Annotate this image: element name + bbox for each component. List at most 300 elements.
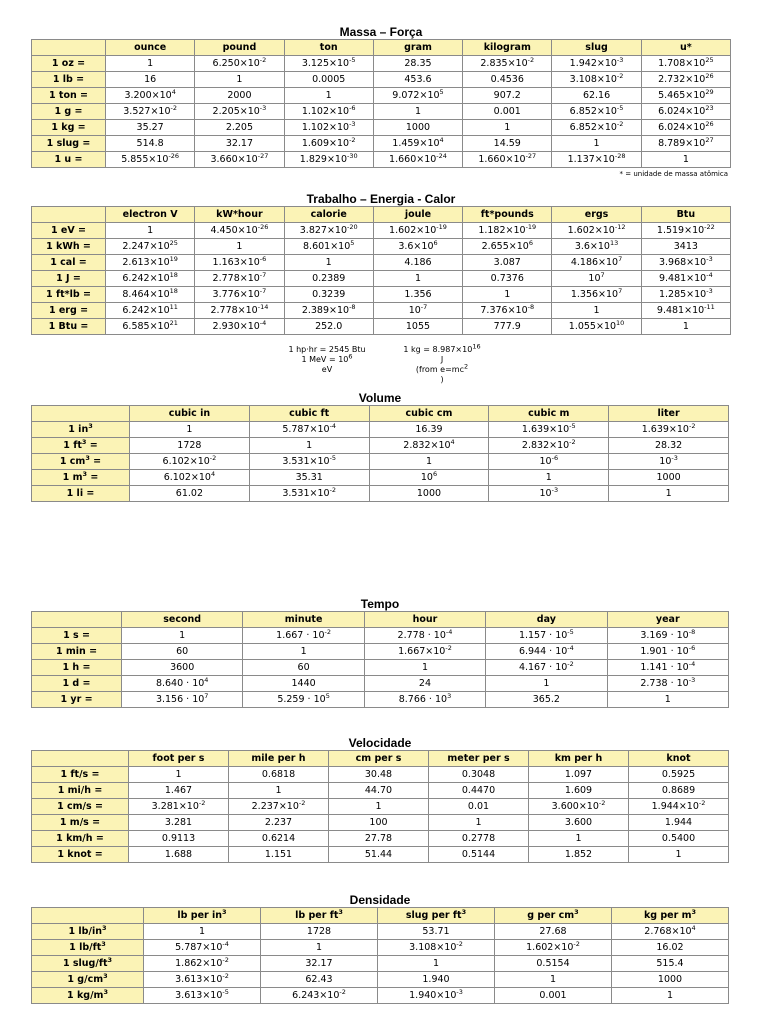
table-cell: $9.481\times 10^{-11}$	[641, 303, 730, 319]
table-cell: 1	[261, 940, 378, 956]
table-cell: $3.531\times 10^{-2}$	[249, 486, 369, 502]
table-row	[32, 676, 729, 692]
exponent: -3	[706, 254, 713, 263]
table-cell: $5.855\times 10^{-26}$	[106, 152, 195, 168]
table-cell: 0.7376	[463, 271, 552, 287]
table-cell: 32.17	[261, 956, 378, 972]
table-cell: 51.44	[329, 847, 429, 863]
table-cell: $1.708\times 10^{25}$	[641, 56, 730, 72]
table-cell: 16.39	[369, 422, 489, 438]
column-header: pound	[195, 40, 284, 56]
table-header-row	[32, 751, 729, 767]
column-header: kW*hour	[195, 207, 284, 223]
exponent: 3	[447, 691, 452, 700]
exponent: -5	[329, 453, 337, 462]
row-label: 1 knot =	[32, 847, 129, 863]
table-cell: $10^{-3}$	[489, 486, 609, 502]
table-cell: 53.71	[378, 924, 495, 940]
exponent: -2	[616, 119, 624, 128]
table-cell: 0.5154	[495, 956, 612, 972]
row-label: 1 slug/$ft^3$	[32, 956, 144, 972]
exponent: 25	[705, 55, 714, 64]
table-cell: 3600	[122, 660, 243, 676]
exponent: -12	[614, 222, 626, 231]
table-cell: 0.0005	[284, 72, 373, 88]
exponent: -4	[222, 939, 229, 948]
exponent: -8	[688, 627, 696, 636]
row-label: 1 lb =	[32, 72, 106, 88]
table-cell: 1.151	[229, 847, 329, 863]
table-cell: $6.102\times 10^{-2}$	[130, 454, 250, 470]
exponent: 6	[528, 238, 533, 247]
table-row	[32, 847, 729, 863]
exponent: -2	[527, 55, 535, 64]
table-row	[32, 956, 729, 972]
column-header: lb per $in^3$	[144, 908, 261, 924]
table-row	[32, 239, 731, 255]
table-cell: $1.102\times 10^{-6}$	[284, 104, 373, 120]
exponent: -24	[436, 151, 447, 160]
column-header: second	[122, 612, 243, 628]
exponent: -3	[671, 453, 678, 462]
section-tempo	[31, 597, 729, 708]
table-row	[32, 783, 729, 799]
table-cell: 1000	[609, 470, 729, 486]
table-cell: 1	[284, 88, 373, 104]
table-cell: $3.613\times 10^{-5}$	[144, 988, 261, 1004]
exponent: 6	[432, 469, 438, 478]
exponent: -2	[329, 485, 337, 494]
table-cell: 1	[495, 972, 612, 988]
table-cell: 1000	[369, 486, 489, 502]
exponent: -19	[525, 222, 537, 231]
table-cell: $1.667\times 10^{-2}$	[364, 644, 485, 660]
table-cell: 0.5400	[629, 831, 729, 847]
row-label: 1 slug =	[32, 136, 106, 152]
row-label: 1 kg =	[32, 120, 106, 136]
table-cell: $6.852\times 10^{-2}$	[552, 120, 641, 136]
table-cell: $3.281\times 10^{-2}$	[129, 799, 229, 815]
table-cell: $2.768\times 10^4$	[612, 924, 729, 940]
table-cell: 0.5144	[429, 847, 529, 863]
table-cell: $3.6\times 10^6$	[373, 239, 462, 255]
column-header: km per h	[529, 751, 629, 767]
exponent: 7	[204, 691, 209, 700]
exponent: 3	[81, 437, 87, 446]
exponent: -2	[222, 955, 229, 964]
table-cell: 27.68	[495, 924, 612, 940]
row-label: 1 d =	[32, 676, 122, 692]
table-cell: 24	[364, 676, 485, 692]
table-cell: 453.6	[373, 72, 462, 88]
table-cell: 0.8689	[629, 783, 729, 799]
table-cell: $3.968\times 10^{-3}$	[641, 255, 730, 271]
table-cell: $9.481\times 10^{-4}$	[641, 271, 730, 287]
exponent: 18	[169, 270, 178, 279]
column-header: ft*pounds	[463, 207, 552, 223]
exponent: 26	[705, 71, 714, 80]
table-row	[32, 72, 731, 88]
exponent: 4	[210, 469, 216, 478]
table-row	[32, 88, 731, 104]
table-cell: 3.087	[463, 255, 552, 271]
row-label: 1 ft*lb =	[32, 287, 106, 303]
exponent: 4	[171, 87, 176, 96]
column-header: u*	[641, 40, 730, 56]
table-cell: $6.243\times 10^{-2}$	[261, 988, 378, 1004]
table-cell: $2.778\times 10^{-14}$	[195, 303, 284, 319]
table-cell: 4.186	[373, 255, 462, 271]
table-row	[32, 924, 729, 940]
exponent: -7	[259, 286, 267, 295]
row-label: 1 $in^3$	[32, 422, 130, 438]
table-cell: 0.4536	[463, 72, 552, 88]
table-cell: $8.601\times 10^5$	[284, 239, 373, 255]
table-cell: $3.108\times 10^{-2}$	[552, 72, 641, 88]
row-label: 1 kWh =	[32, 239, 106, 255]
table-header-row	[32, 207, 731, 223]
column-header: Btu	[641, 207, 730, 223]
exponent: -2	[170, 103, 177, 112]
table-cell: $3.156 \cdot 10^7$	[122, 692, 243, 708]
section-title: Velocidade	[348, 736, 412, 750]
table-row	[32, 56, 731, 72]
table-cell: 1	[552, 303, 641, 319]
exponent: -3	[259, 103, 267, 112]
table-cell: 0.6214	[229, 831, 329, 847]
exponent: -22	[704, 222, 715, 231]
exponent: -6	[551, 453, 559, 462]
table-cell: 1.852	[529, 847, 629, 863]
table-cell: 0.001	[495, 988, 612, 1004]
table-row	[32, 255, 731, 271]
table-cell: 1	[607, 692, 728, 708]
exponent: 3	[85, 453, 90, 462]
table-cell: 60	[243, 660, 364, 676]
table-cell: $10^6$	[369, 470, 489, 486]
row-label: 1 s =	[32, 628, 122, 644]
exponent: -28	[614, 151, 626, 160]
column-header: minute	[243, 612, 364, 628]
table-cell: $3.527\times 10^{-2}$	[106, 104, 195, 120]
table-cell: 1	[489, 470, 609, 486]
exponent: -2	[616, 71, 624, 80]
table-row	[32, 104, 731, 120]
table-cell: 16	[106, 72, 195, 88]
table-cell: $2.778 \cdot 10^{-4}$	[364, 628, 485, 644]
table-cell: 1.609	[529, 783, 629, 799]
exponent: 4	[691, 923, 696, 932]
exponent: -2	[349, 135, 356, 144]
exponent: -5	[222, 987, 229, 996]
exponent: 3	[82, 469, 88, 478]
exponent: -4	[445, 627, 453, 636]
exponent: -2	[259, 55, 267, 64]
table-cell: $3.660\times 10^{-27}$	[195, 152, 284, 168]
column-header: hour	[364, 612, 485, 628]
column-header: calorie	[284, 207, 373, 223]
table-cell: $6.585\times 10^{21}$	[106, 319, 195, 335]
exponent: 4	[204, 675, 209, 684]
table-cell: 0.3048	[429, 767, 529, 783]
table-header-row	[32, 908, 729, 924]
table-cell: $4.167 \cdot 10^{-2}$	[486, 660, 607, 676]
table-cell: 1	[122, 628, 243, 644]
conversion-table	[31, 39, 731, 168]
table-cell: $5.787\times 10^{-4}$	[144, 940, 261, 956]
exponent: -3	[551, 485, 559, 494]
table-cell: $3.108\times 10^{-2}$	[378, 940, 495, 956]
table-cell: $6.024\times 10^{26}$	[641, 120, 730, 136]
section-title: Massa – Força	[339, 25, 423, 39]
table-header-row	[32, 406, 729, 422]
note-line: 1 MeV = $10^6$ eV	[301, 352, 353, 374]
table-row	[32, 799, 729, 815]
note-line: (from $e=mc^2$ )	[415, 362, 469, 384]
table-cell: $6.852\times 10^{-5}$	[552, 104, 641, 120]
table-row	[32, 470, 729, 486]
row-label: 1 min =	[32, 644, 122, 660]
exponent: -3	[349, 119, 356, 128]
exponent: -2	[339, 987, 346, 996]
table-cell: $6.944 \cdot 10^{-4}$	[486, 644, 607, 660]
table-cell: 1440	[243, 676, 364, 692]
table-cell: $8.789\times 10^{27}$	[641, 136, 730, 152]
exponent: 3	[338, 907, 343, 916]
table-cell: $2.655\times 10^6$	[463, 239, 552, 255]
table-cell: 1055	[373, 319, 462, 335]
table-cell: 1	[284, 255, 373, 271]
row-label: 1 $lb/in^3$	[32, 924, 144, 940]
table-corner	[32, 612, 122, 628]
exponent: 11	[169, 302, 178, 311]
table-cell: 35.31	[249, 470, 369, 486]
section-title: Trabalho – Energia - Calor	[306, 192, 456, 206]
table-row	[32, 644, 729, 660]
table-cell: 1	[369, 454, 489, 470]
exponent: 3	[101, 939, 106, 948]
exponent: -2	[298, 798, 306, 807]
table-cell: 514.8	[106, 136, 195, 152]
table-cell: 1	[552, 136, 641, 152]
table-row	[32, 628, 729, 644]
column-header: meter per s	[429, 751, 529, 767]
table-row	[32, 940, 729, 956]
row-label: 1 $m^3$ =	[32, 470, 130, 486]
row-label: 1 km/h =	[32, 831, 129, 847]
table-cell: $2.738 \cdot 10^{-3}$	[607, 676, 728, 692]
table-cell: $1.285\times 10^{-3}$	[641, 287, 730, 303]
exponent: -3	[616, 55, 624, 64]
table-cell: 1	[629, 847, 729, 863]
table-cell: 1	[329, 799, 429, 815]
table-cell: 2000	[195, 88, 284, 104]
exponent: -19	[436, 222, 447, 231]
exponent: 3	[107, 955, 113, 964]
row-label: 1 J =	[32, 271, 106, 287]
table-cell: 252.0	[284, 319, 373, 335]
table-cell: $3.776\times 10^{-7}$	[195, 287, 284, 303]
table-cell: 1	[195, 239, 284, 255]
table-cell: $9.072\times 10^5$	[373, 88, 462, 104]
exponent: -5	[616, 103, 624, 112]
table-cell: 777.9	[463, 319, 552, 335]
table-row	[32, 815, 729, 831]
table-cell: 1	[195, 72, 284, 88]
table-cell: 100	[329, 815, 429, 831]
table-cell: 2.205	[195, 120, 284, 136]
table-cell: $4.450\times 10^{-26}$	[195, 223, 284, 239]
table-cell: 28.32	[609, 438, 729, 454]
row-label: 1 u =	[32, 152, 106, 168]
table-cell: 30.48	[329, 767, 429, 783]
row-label: 1 Btu =	[32, 319, 106, 335]
column-header: day	[486, 612, 607, 628]
exponent: -4	[259, 318, 267, 327]
table-cell: $1.137\times 10^{-28}$	[552, 152, 641, 168]
table-cell: 1	[612, 988, 729, 1004]
table-cell: 0.3239	[284, 287, 373, 303]
table-row	[32, 988, 729, 1004]
row-label: 1 g =	[32, 104, 106, 120]
table-cell: $2.205\times 10^{-3}$	[195, 104, 284, 120]
column-header: lb per $ft^3$	[261, 908, 378, 924]
section-volume	[31, 391, 729, 502]
exponent: 16	[472, 342, 481, 351]
table-cell: 0.5925	[629, 767, 729, 783]
exponent: -2	[324, 627, 331, 636]
table-row	[32, 660, 729, 676]
exponent: 5	[350, 238, 355, 247]
table-cell: 1.356	[373, 287, 462, 303]
column-header: kg per $m^3$	[612, 908, 729, 924]
table-cell: 28.35	[373, 56, 462, 72]
table-cell: $5.465\times 10^{29}$	[641, 88, 730, 104]
table-cell: $3.531\times 10^{-5}$	[249, 454, 369, 470]
column-header: liter	[609, 406, 729, 422]
exponent: -2	[198, 798, 206, 807]
exponent: -4	[329, 421, 337, 430]
table-cell: $4.186\times 10^7$	[552, 255, 641, 271]
exponent: 5	[325, 691, 330, 700]
table-cell: 1728	[130, 438, 250, 454]
column-header: g per $cm^3$	[495, 908, 612, 924]
table-cell: $1.459\times 10^4$	[373, 136, 462, 152]
row-label: 1 h =	[32, 660, 122, 676]
table-cell: 1	[641, 152, 730, 168]
column-header: ounce	[106, 40, 195, 56]
table-cell: 1.097	[529, 767, 629, 783]
exponent: -2	[573, 939, 580, 948]
table-cell: $2.613\times 10^{19}$	[106, 255, 195, 271]
table-cell: 60	[122, 644, 243, 660]
exponent: -4	[706, 270, 713, 279]
exponent: 13	[609, 238, 619, 247]
exponent: 7	[600, 270, 605, 279]
table-row	[32, 422, 729, 438]
table-cell: 1.944	[629, 815, 729, 831]
exponent: 18	[169, 286, 178, 295]
exponent: -27	[257, 151, 269, 160]
table-cell: 1	[249, 438, 369, 454]
column-header: ton	[284, 40, 373, 56]
table-cell: 32.17	[195, 136, 284, 152]
exponent: -3	[688, 675, 696, 684]
table-cell: $3.169 \cdot 10^{-8}$	[607, 628, 728, 644]
table-row	[32, 831, 729, 847]
row-label: 1 mi/h =	[32, 783, 129, 799]
exponent: -4	[567, 643, 574, 652]
table-corner	[32, 40, 106, 56]
table-cell: $1.182\times 10^{-19}$	[463, 223, 552, 239]
exponent: 4	[439, 135, 444, 144]
conversion-table	[31, 750, 729, 863]
exponent: -5	[349, 55, 356, 64]
exponent: 3	[222, 907, 227, 916]
energy-notes-left	[272, 345, 382, 375]
table-cell: 16.02	[612, 940, 729, 956]
table-cell: $8.464\times 10^{18}$	[106, 287, 195, 303]
table-cell: $2.835\times 10^{-2}$	[463, 56, 552, 72]
table-cell: 515.4	[612, 956, 729, 972]
table-cell: $2.930\times 10^{-4}$	[195, 319, 284, 335]
table-cell: 3.281	[129, 815, 229, 831]
table-cell: 1000	[373, 120, 462, 136]
table-row	[32, 438, 729, 454]
section-title: Tempo	[360, 597, 400, 611]
exponent: 5	[439, 87, 444, 96]
exponent: -2	[222, 971, 229, 980]
table-cell: 0.2778	[429, 831, 529, 847]
table-cell: $1.157 \cdot 10^{-5}$	[486, 628, 607, 644]
exponent: 7	[618, 254, 623, 263]
exponent: -5	[567, 627, 574, 636]
table-row	[32, 454, 729, 470]
exponent: 3	[103, 971, 108, 980]
exponent: 26	[705, 119, 714, 128]
column-header: electron V	[106, 207, 195, 223]
table-row	[32, 136, 731, 152]
table-cell: 1	[373, 271, 462, 287]
table-cell: 61.02	[130, 486, 250, 502]
exponent: 3	[101, 923, 107, 932]
table-cell: $10^{-3}$	[609, 454, 729, 470]
exponent: -3	[706, 286, 713, 295]
table-cell: $3.125\times 10^{-5}$	[284, 56, 373, 72]
column-header: mile per h	[229, 751, 329, 767]
table-row	[32, 152, 731, 168]
row-label: 1 oz =	[32, 56, 106, 72]
table-cell: 1	[529, 831, 629, 847]
table-row	[32, 486, 729, 502]
table-cell: 62.43	[261, 972, 378, 988]
column-header: cm per s	[329, 751, 429, 767]
table-cell: $2.237\times 10^{-2}$	[229, 799, 329, 815]
table-cell: $1.639\times 10^{-2}$	[609, 422, 729, 438]
table-cell: 1.940	[378, 972, 495, 988]
table-cell: 0.6818	[229, 767, 329, 783]
row-label: 1 $ft^3$ =	[32, 438, 130, 454]
conversion-table	[31, 206, 731, 335]
table-cell: $2.389\times 10^{-8}$	[284, 303, 373, 319]
conversion-table	[31, 907, 729, 1004]
table-cell: 0.01	[429, 799, 529, 815]
exponent: -2	[567, 659, 574, 668]
table-row	[32, 319, 731, 335]
table-cell: 1	[463, 120, 552, 136]
table-cell: 44.70	[329, 783, 429, 799]
exponent: -2	[598, 798, 606, 807]
